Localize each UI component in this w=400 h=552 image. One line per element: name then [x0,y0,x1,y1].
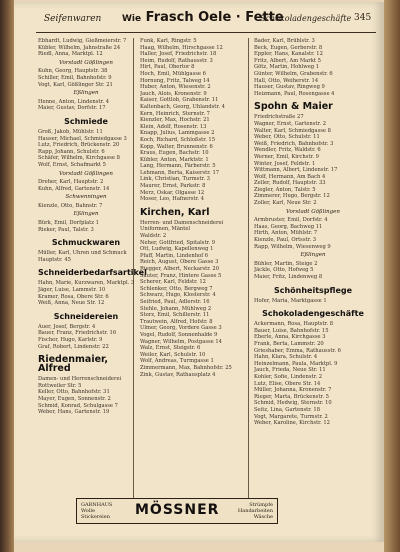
directory-entry: Schwarz, Hugo, Klosterstr. 4 [140,292,216,299]
directory-entry: Kübler, Wilhelm, Jahnstraße 24 [38,44,121,51]
directory-entry: Funk, Karl, Ringstr. 5 [140,38,197,44]
directory-entry: Haag, Wilhelm, Hirschgasse 12 [140,44,223,51]
directory-entry: Hall, Otto, Weiherstr. 14 [254,77,319,84]
directory-entry: Moser, Leo, Hafnerstr. 4 [140,196,204,203]
ad-company-name: MÖSSNER [135,502,220,518]
section-heading: Schmiede [64,116,108,126]
directory-entry: Grieshaber, Emma, Rathausstr. 6 [254,347,341,354]
directory-entry: Rapp, Wilhelm, Wiesenweg 9 [254,243,331,250]
district-subheading: Vorstadt Gößlingen [59,59,113,66]
directory-entry: Heinzelmann, Paula, Marktpl. 9 [254,360,338,367]
directory-entry: Schlenker, Otto, Bergweg 7 [140,285,213,292]
directory-entry: Hauptstr. 45 [38,256,71,263]
column-2 [140,38,250,378]
directory-entry: Kopp, Walter, Brunnenstr. 6 [140,143,213,150]
brand-prefix: Wie [122,14,142,24]
directory-entry: Rieker, Paul, Talstr. 3 [38,226,94,233]
directory-entry: Bürk, Emil, Dorfplatz 1 [38,220,99,227]
directory-entry: Neher, Gottfried, Spitalstr. 9 [140,239,216,246]
directory-entry: Friedrichstraße 27 [254,114,304,121]
district-subheading: Vorstadt Gößlingen [59,170,113,177]
directory-entry: Jäger, Luise, Lammstr. 10 [38,287,106,294]
directory-entry: Wittmann, Albert, Lindenstr. 17 [254,167,338,174]
directory-entry: Fischer, Hugo, Karlstr. 9 [38,337,103,343]
directory-entry: Bauer, Luise, Bahnhofstr. 15 [254,327,329,334]
directory-entry: Kern, Heinrich, Sternstr. 7 [140,110,210,117]
featured-listing: Spohn & Maier [254,101,333,113]
directory-entry: Lutz, Friedrich, Brückenstr. 20 [38,142,120,149]
directory-entry: Winter, Josef, Feldstr. 1 [254,160,316,167]
directory-entry: Huber, Anton, Wiesenstr. 2 [140,84,211,91]
directory-entry: Ebhardt, Ludwig, Gießmeierstr. 7 [38,38,127,44]
directory-entry: Kraus, Eugen, Bachstr. 10 [140,150,209,157]
directory-entry: Fritz, Albert, Am Markt 5 [254,57,321,64]
directory-entry: Stehle, Johann, Mühlweg 2 [140,305,212,312]
directory-entry: Kienzler, Max, Hochstr. 21 [140,117,210,124]
directory-entry: Groß, Jakob, Mühlstr. 11 [38,128,103,135]
directory-entry: Jäckle, Otto, Hofweg 5 [254,267,314,274]
directory-entry: Kohler, Sofie, Lindenstr. 2 [254,373,323,380]
directory-entry: Reich, August, Obere Gasse 3 [140,259,219,266]
directory-entry: Waldstr. 2 [140,233,167,240]
section-heading: Schokoladengeschäfte [262,309,364,319]
directory-entry: Lang, Hermann, Färberstr. 5 [140,163,216,170]
directory-entry: Schäfer, Wilhelm, Kirchgasse 8 [38,155,120,162]
directory-entry: Rottweiler Str. 5 [38,382,82,389]
directory-entry: Uniformen, Mäntel [140,226,191,233]
directory-entry: Günter, Wilhelm, Grabenstr. 6 [254,70,333,77]
ad-right-line: Handarbeiten [237,508,273,514]
directory-entry: Wendler, Fritz, Waldstr. 6 [254,147,321,154]
directory-entry: Lutz, Elise, Obere Str. 14 [254,380,321,387]
directory-entry: Hirth, Anton, Mühlstr. 7 [254,230,318,237]
directory-entry: Werner, Emil, Kirchstr. 9 [254,153,319,160]
directory-entry: Beck, Eugen, Gerberstr. 8 [254,44,323,51]
ad-right-text [238,502,273,520]
directory-entry: Hauser, Gustav, Ringweg 9 [254,84,325,91]
directory-entry: Schmid, Hedwig, Sternstr. 10 [254,400,332,407]
directory-entry: Haas, Georg, Bachweg 11 [254,223,323,230]
page-header [14,10,384,32]
directory-entry: Haller, Josef, Friedrichstr. 18 [140,51,217,58]
directory-entry: Zimmerer, Hugo, Bergstr. 12 [254,193,330,200]
directory-entry: Frank, Berta, Lammstr. 20 [254,340,324,347]
district-subheading: Schwenningen [65,194,107,201]
directory-entry: Auer, Josef, Bergstr. 4 [38,323,96,330]
featured-listing: Kirchen, Karl [140,206,210,218]
ad-left-text [81,502,112,520]
directory-entry: Schmid, Konrad, Schulgasse 7 [38,402,118,409]
directory-entry: Seitz, Lina, Gartenstr. 18 [254,406,320,413]
page-number: 345 [354,13,372,23]
directory-entry: Kaiser, Gottlob, Grabenstr. 11 [140,97,219,104]
directory-entry: Koch, Richard, Schloßstr. 15 [140,136,216,143]
directory-entry: Vogt, Margarete, Turmstr. 2 [254,413,328,420]
directory-entry: Dreher, Karl, Hauptstr. 2 [38,179,104,186]
directory-entry: Zoller, Karl, Neue Str. 2 [254,200,317,207]
directory-entry: Maier, Gustav, Dorfstr. 17 [38,105,106,112]
directory-entry: Pfaff, Martin, Lindenhof 6 [140,252,209,259]
directory-entry: Rieger, Marta, Brückenstr. 5 [254,393,329,400]
column-3 [254,38,372,427]
directory-entry: Kienzle, Otto, Bahnstr. 7 [38,202,103,209]
directory-entry: Zimmermann, Max, Bahnhofstr. 25 [140,364,232,371]
directory-entry: Henne, Anton, Lindenstr. 4 [38,98,110,105]
advertisement-banner [76,498,278,524]
directory-entry: Vogel, Rudolf, Sonnenhalde 9 [140,331,218,338]
directory-entry: Götz, Martin, Hohlweg 1 [254,64,320,71]
directory-page [14,2,384,542]
directory-entry: Kübler, Anton, Marktstr. 1 [140,156,209,163]
directory-entry: Maier, Fritz, Lindenweg 8 [254,274,323,280]
directory-entry: Knapp, Julius, Lammgasse 2 [140,130,215,137]
directory-entry: Walz, Ernst, Steigstr. 6 [140,345,201,352]
directory-entry: Heizmann, Paul, Rosengasse 4 [254,90,335,97]
district-subheading: Eßlingen [73,211,99,218]
district-subheading: Vorstadt Gößlingen [286,208,340,215]
directory-entry: Wagner, Wilhelm, Postgasse 14 [140,338,222,345]
directory-entry: Armbruster, Emil, Dorfstr. 4 [254,217,328,224]
header-left-title: Seifenwaren [44,14,102,24]
directory-entry: Weber, Hans, Gartenstr. 19 [38,409,110,416]
directory-entry: Ott, Ludwig, Kapellenweg 1 [140,246,214,253]
directory-entry: Kaltenbach, Georg, Uhlandstr. 4 [140,103,225,110]
directory-entry: Wolf, Ernst, Schafmarkt 5 [38,161,106,168]
ad-left-line: Wolle [81,508,95,514]
directory-entry: Zeller, Rudolf, Hauptstr. 33 [254,180,326,187]
directory-entry: Damen- und Herrenschneiderei [38,376,122,383]
section-heading: Schmuckwaren [51,238,121,248]
directory-entry: Seifried, Paul, Adlerstr. 16 [140,298,210,305]
directory-entry: Bühler, Martin, Steige 2 [254,260,318,267]
directory-entry: Schiller, Emil, Bahnhofstr. 9 [38,74,112,81]
ad-right-line: Strümpfe [249,502,273,508]
directory-entry: Link, Christian, Turmstr. 3 [140,176,210,183]
directory-entry: Jauch, Alois, Kronenstr. 9 [140,90,207,97]
district-subheading: Eßlingen [73,90,99,97]
directory-entry: Graf, Robert, Lindenstr. 22 [38,343,109,350]
brand-name: Frasch Oele · Fette [145,10,284,25]
directory-entry: Jauch, Frieda, Neue Str. 11 [254,367,326,374]
directory-entry: Kuhn, Georg, Hauptstr. 38 [38,68,108,75]
directory-entry: Kuhn, Alfred, Gartenstr. 14 [38,185,110,192]
directory-entry: Mayer, Eugen, Sonnenstr. 2 [38,395,111,402]
directory-entry: Herren- und Damenschneiderei [140,219,224,226]
directory-entry: Weiß, Anna, Neue Str. 12 [38,300,105,307]
directory-entry: Müller, Johanna, Kronenstr. 7 [254,387,332,394]
directory-entry: Merz, Oskar, Ölgasse 12 [140,189,205,196]
directory-entry: Ulmer, Georg, Vordere Gasse 3 [140,325,222,332]
directory-entry: Eppler, Hans, Kanalstr. 12 [254,51,323,58]
directory-entry: Rapp, Johann, Schulstr. 6 [38,148,105,155]
section-heading: Schönheitspflege [273,285,353,295]
directory-entry: Walter, Karl, Schmiedgasse 8 [254,127,331,134]
directory-entry: Kramer, Rosa, Obere Str. 6 [38,293,109,300]
section-heading: Schneiderbedarfsartikel [38,268,147,278]
directory-entry: Scherer, Karl, Feldstr. 12 [140,279,206,286]
directory-entry: Heim, Rudolf, Rathausstr. 3 [140,57,213,64]
directory-entry: Weber, Karoline, Kirchstr. 12 [254,420,330,427]
district-subheading: Eßlingen [300,252,326,259]
directory-entry: Maurer, Ernst, Parkstr. 8 [140,183,206,190]
directory-entry: Hahn, Marie, Kurzwaren, Marktpl. 3 [38,280,134,287]
directory-entry: Kienzle, Paul, Ortsstr. 3 [254,237,317,244]
directory-entry: Wolf, Andreas, Turmgasse 1 [140,358,214,365]
directory-entry: Hofer, Maria, Marktgasse 1 [254,297,327,304]
directory-entry: Riedl, Anna, Marktpl. 12 [38,51,103,58]
directory-entry: Hahn, Klara, Schulstr. 4 [254,354,318,361]
directory-entry: Zink, Gustav, Rathausplatz 4 [140,371,216,378]
directory-entry: Storz, Emil, Schillerstr. 11 [140,312,210,319]
featured-listing: Riedenmaier, Alfred [38,354,108,375]
directory-entry: Wolf, Hermann, Am Bach 4 [254,173,326,180]
directory-entry: Weber, Otto, Schulstr. 11 [254,134,320,141]
directory-entry: Ackermann, Rosa, Hauptstr. 8 [254,321,334,328]
directory-entry: Hirt, Paul, Obertor 8 [140,64,195,71]
book-spine [0,0,14,552]
directory-entry: Klein, Adolf, Rosenstr. 13 [140,123,207,130]
directory-entry: Hornung, Fritz, Talweg 14 [140,77,210,84]
directory-entry: Bauer, Franz, Friedrichstr. 16 [38,330,117,337]
directory-entry: Trautwein, Alfred, Hofstr. 8 [140,318,213,325]
header-right-title: Schokoladengeschäfte [260,14,352,23]
directory-entry: Weiß, Friedrich, Bahnhofstr. 3 [254,140,334,147]
directory-entry: Sauter, Franz, Hintere Gasse 5 [140,272,222,279]
ad-right-line: Wäsche [253,514,273,520]
ad-left-line: Stickereien [81,514,110,520]
directory-entry: Hoch, Emil, Mühlgasse 6 [140,70,206,77]
directory-entry: Vogt, Karl, Gößlinger Str. 21 [38,81,113,88]
directory-entry: Weiler, Karl, Schulstr. 10 [140,351,206,358]
directory-entry: Müller, Karl, Uhren und Schmuck [38,250,127,257]
column-1 [38,38,147,416]
directory-entry: Wagner, Ernst, Gartenstr. 2 [254,120,327,127]
directory-entry: Riegger, Albert, Neckarstr. 20 [140,266,219,272]
page-edge [384,0,400,552]
header-rule [36,32,376,33]
directory-entry: Ziegler, Anton, Talstr. 5 [254,186,316,193]
section-heading: Schneidereien [53,311,119,321]
directory-entry: Eberle, Anna, Kirchgasse 3 [254,334,326,341]
directory-entry: Hauser, Michael, Schmiedgasse 3 [38,135,127,142]
ad-left-line: GARNHAUS [81,502,113,508]
directory-entry: Keller, Otto, Bahnhofstr. 31 [38,389,110,396]
directory-entry: Bader, Karl, Brühlstr. 3 [254,38,315,44]
directory-entry: Lehmann, Berta, Kaiserstr. 17 [140,169,220,176]
